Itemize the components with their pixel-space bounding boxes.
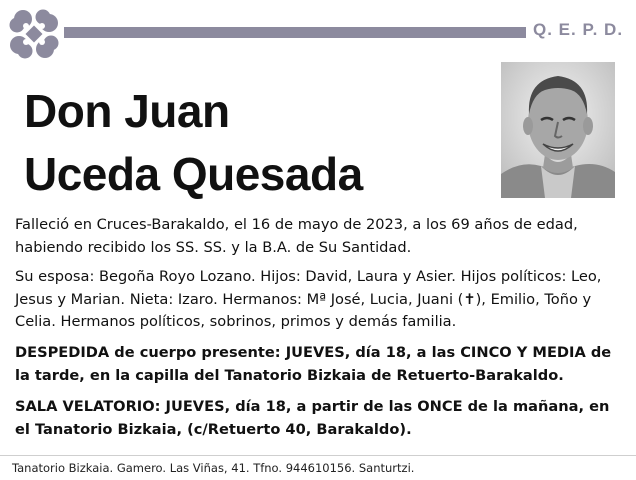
qepd-label: Q. E. P. D.	[533, 20, 624, 39]
farewell-paragraph: DESPEDIDA de cuerpo presente: JUEVES, día 18, a las CINCO Y MEDIA de la tarde, en la capilla del Tanatorio Bizkaia de Retuerto-Barakaldo.	[15, 344, 612, 384]
footer-divider	[0, 455, 636, 456]
family-paragraph: Su esposa: Begoña Royo Lozano. Hijos: David, Laura y Asier. Hijos políticos: Leo, Jesus y Marian. Nieta: Izaro. Hermanos: Mª José, Lucia, Juani (✝), Emilio, Toño y Celia. Hermanos políticos, sobrinos, primos y demás familia.	[15, 268, 602, 330]
death-notice-paragraph: Falleció en Cruces-Barakaldo, el 16 de mayo de 2023, a los 69 años de edad, habiendo recibido los SS. SS. y la B.A. de Su Santidad.	[15, 216, 578, 256]
funeral-home-footer: Tanatorio Bizkaia. Gamero. Las Viñas, 41. Tfno. 944610156. Santurtzi.	[12, 461, 415, 475]
deceased-name-line2: Uceda Quesada	[24, 148, 363, 200]
portrait-photo	[501, 62, 615, 198]
header-bar	[64, 27, 526, 38]
lauburu-icon	[6, 6, 62, 62]
deceased-name-line1: Don Juan	[24, 85, 230, 137]
wake-paragraph: SALA VELATORIO: JUEVES, día 18, a partir de las ONCE de la mañana, en el Tanatorio Bizkaia, (c/Retuerto 40, Barakaldo).	[15, 398, 610, 438]
